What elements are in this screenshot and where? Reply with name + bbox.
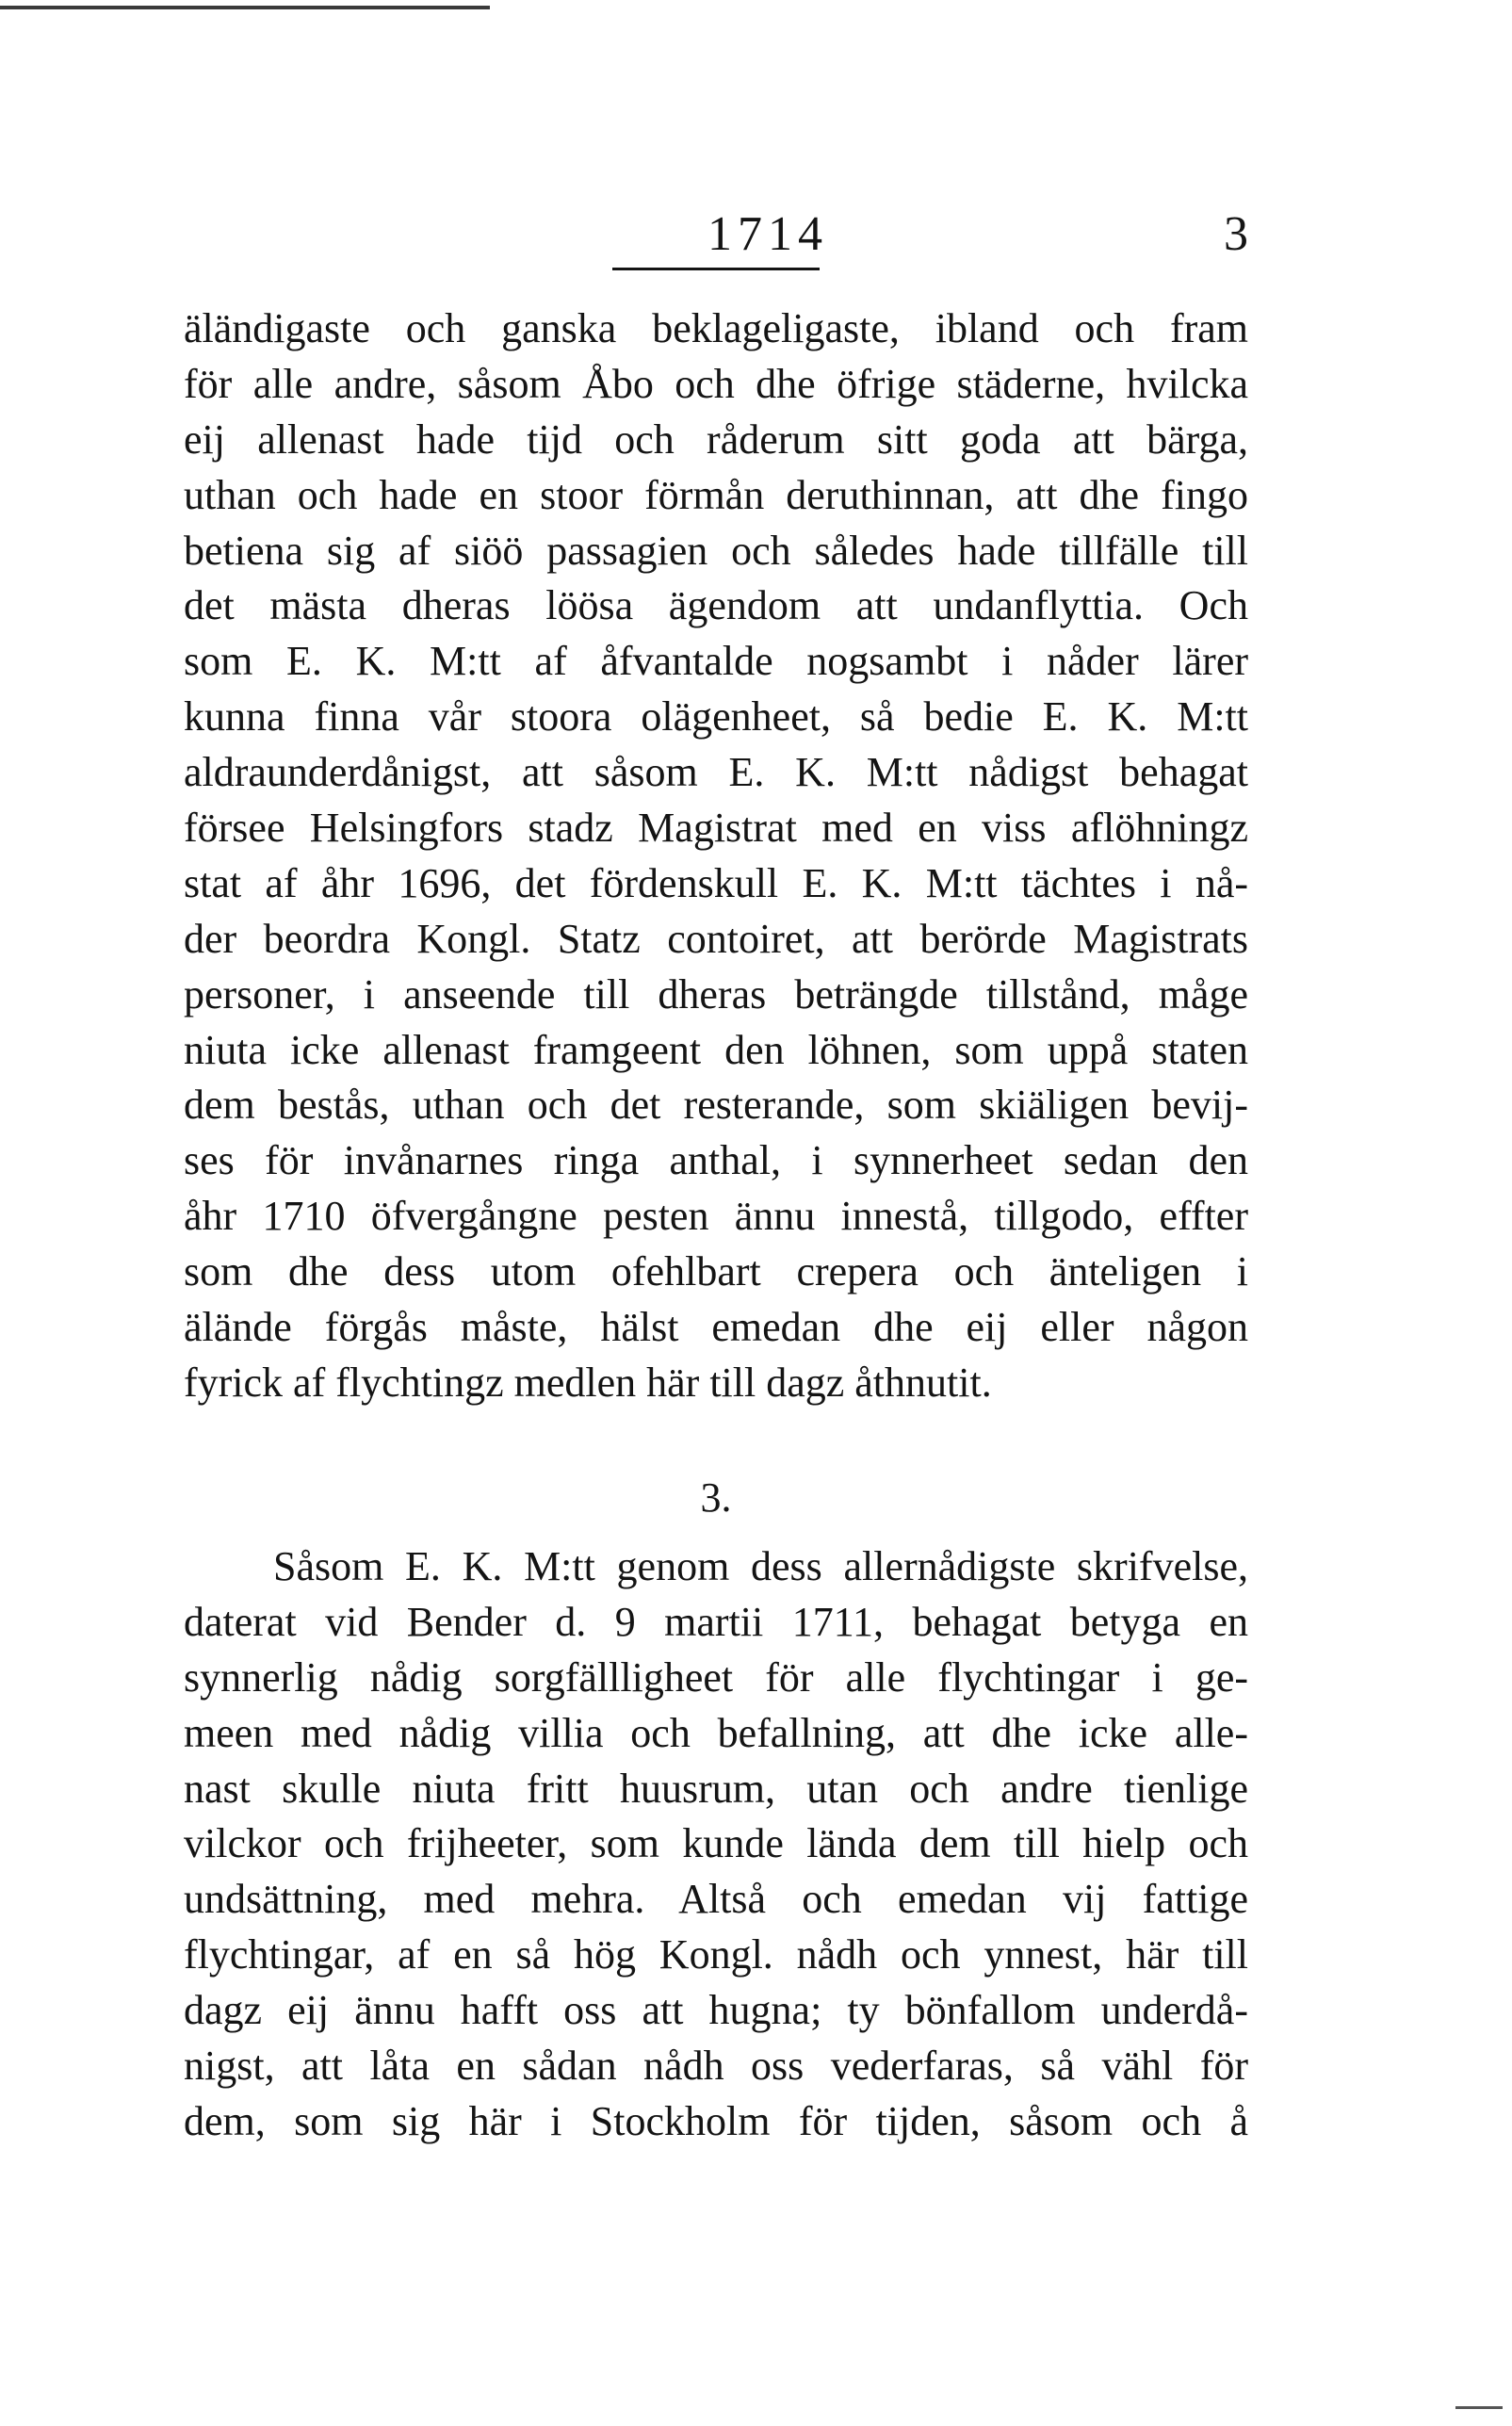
paragraph-2 <box>184 1539 1248 2150</box>
text-line: åhr 1710 öfvergångne pesten ännu innestå, tillgodo, effter <box>184 1193 1248 1240</box>
text-line: ses för invånarnes ringa anthal, i synnerheet sedan den <box>184 1137 1248 1184</box>
scan-edge-mark <box>1455 2406 1503 2409</box>
text-line: flychtingar, af en så hög Kongl. nådh och ynnest, här till <box>184 1931 1248 1978</box>
text-line: dem, som sig här i Stockholm för tijden, såsom och å <box>184 2097 1248 2144</box>
text-line: nigst, att låta en sådan nådh oss vederfaras, så vähl för <box>184 2043 1248 2090</box>
scan-edge-rule <box>0 6 490 9</box>
text-line: meen med nådig villia och befallning, att dhe icke alle- <box>184 1709 1248 1756</box>
text-line: vilckor och frijheeter, som kunde lända dem till hielp och <box>184 1820 1248 1867</box>
year-underline <box>612 268 820 270</box>
text-line: eij allenast hade tijd och råderum sitt goda att bärga, <box>184 415 1248 463</box>
text-line: nast skulle niuta fritt huusrum, utan och andre tienlige <box>184 1765 1248 1812</box>
text-line: daterat vid Bender d. 9 martii 1711, behagat betyga en <box>184 1598 1248 1645</box>
text-line: äländе förgås måste, hälst emedan dhe eij eller någon <box>184 1304 1248 1351</box>
text-line: personer, i anseende till dheras beträngde tillstånd, måge <box>184 970 1248 1018</box>
section-number: 3. <box>700 1474 732 1521</box>
text-line: dem bestås, uthan och det resterande, som skiäligen bevij- <box>184 1082 1248 1129</box>
paragraph-1 <box>184 301 1248 1411</box>
text-line: betiena sig af siöö passagien och således hade tillfälle till <box>184 527 1248 574</box>
text-line: aldraunderdånigst, att såsom E. K. M:tt nådigst behagat <box>184 749 1248 796</box>
text-line: som dhe dess utom ofehlbart crepera och änteligen i <box>184 1248 1248 1295</box>
text-line: stat af åhr 1696, det fördenskull E. K. M:tt tächtes i nå- <box>184 859 1248 906</box>
page-number: 3 <box>1224 207 1248 261</box>
text-line: dagz eij ännu hafft oss att hugna; ty bönfallom underdå- <box>184 1987 1248 2034</box>
text-line: försee Helsingfors stadz Magistrat med en viss aflöhningz <box>184 805 1248 852</box>
text-line: kunna finna vår stoora olägenheet, så bedie E. K. M:tt <box>184 693 1248 741</box>
text-line: undsättning, med mehra. Altså och emedan vij fattige <box>184 1876 1248 1923</box>
text-line: der beordra Kongl. Statz contoiret, att berörde Magistrats <box>184 915 1248 962</box>
text-line: för alle andre, såsom Åbo och dhe öfrige städerne, hvilcka <box>184 360 1248 407</box>
text-line: niuta icke allenast framgeent den löhnen, som uppå staten <box>184 1026 1248 1073</box>
text-line: Såsom E. K. M:tt genom dess allernådigste skrifvelse, <box>273 1543 1248 1589</box>
text-line: som E. K. M:tt af åfvantalde nogsambt i nåder lärer <box>184 638 1248 685</box>
text-line: äländigaste och ganska beklageligaste, ibland och fram <box>184 305 1248 351</box>
text-line: fyrick af flychtingz medlen här till dagz åthnutit. <box>184 1359 992 1406</box>
year-heading: 1714 <box>707 207 828 261</box>
text-line: det mästa dheras löösa ägendom att undanflyttia. Och <box>184 582 1248 629</box>
text-line: uthan och hade en stoor förmån deruthinnan, att dhe fingo <box>184 471 1248 518</box>
text-line: synnerlig nådig sorgfällligheet för alle flychtingar i ge- <box>184 1653 1248 1701</box>
running-head <box>184 205 1248 271</box>
